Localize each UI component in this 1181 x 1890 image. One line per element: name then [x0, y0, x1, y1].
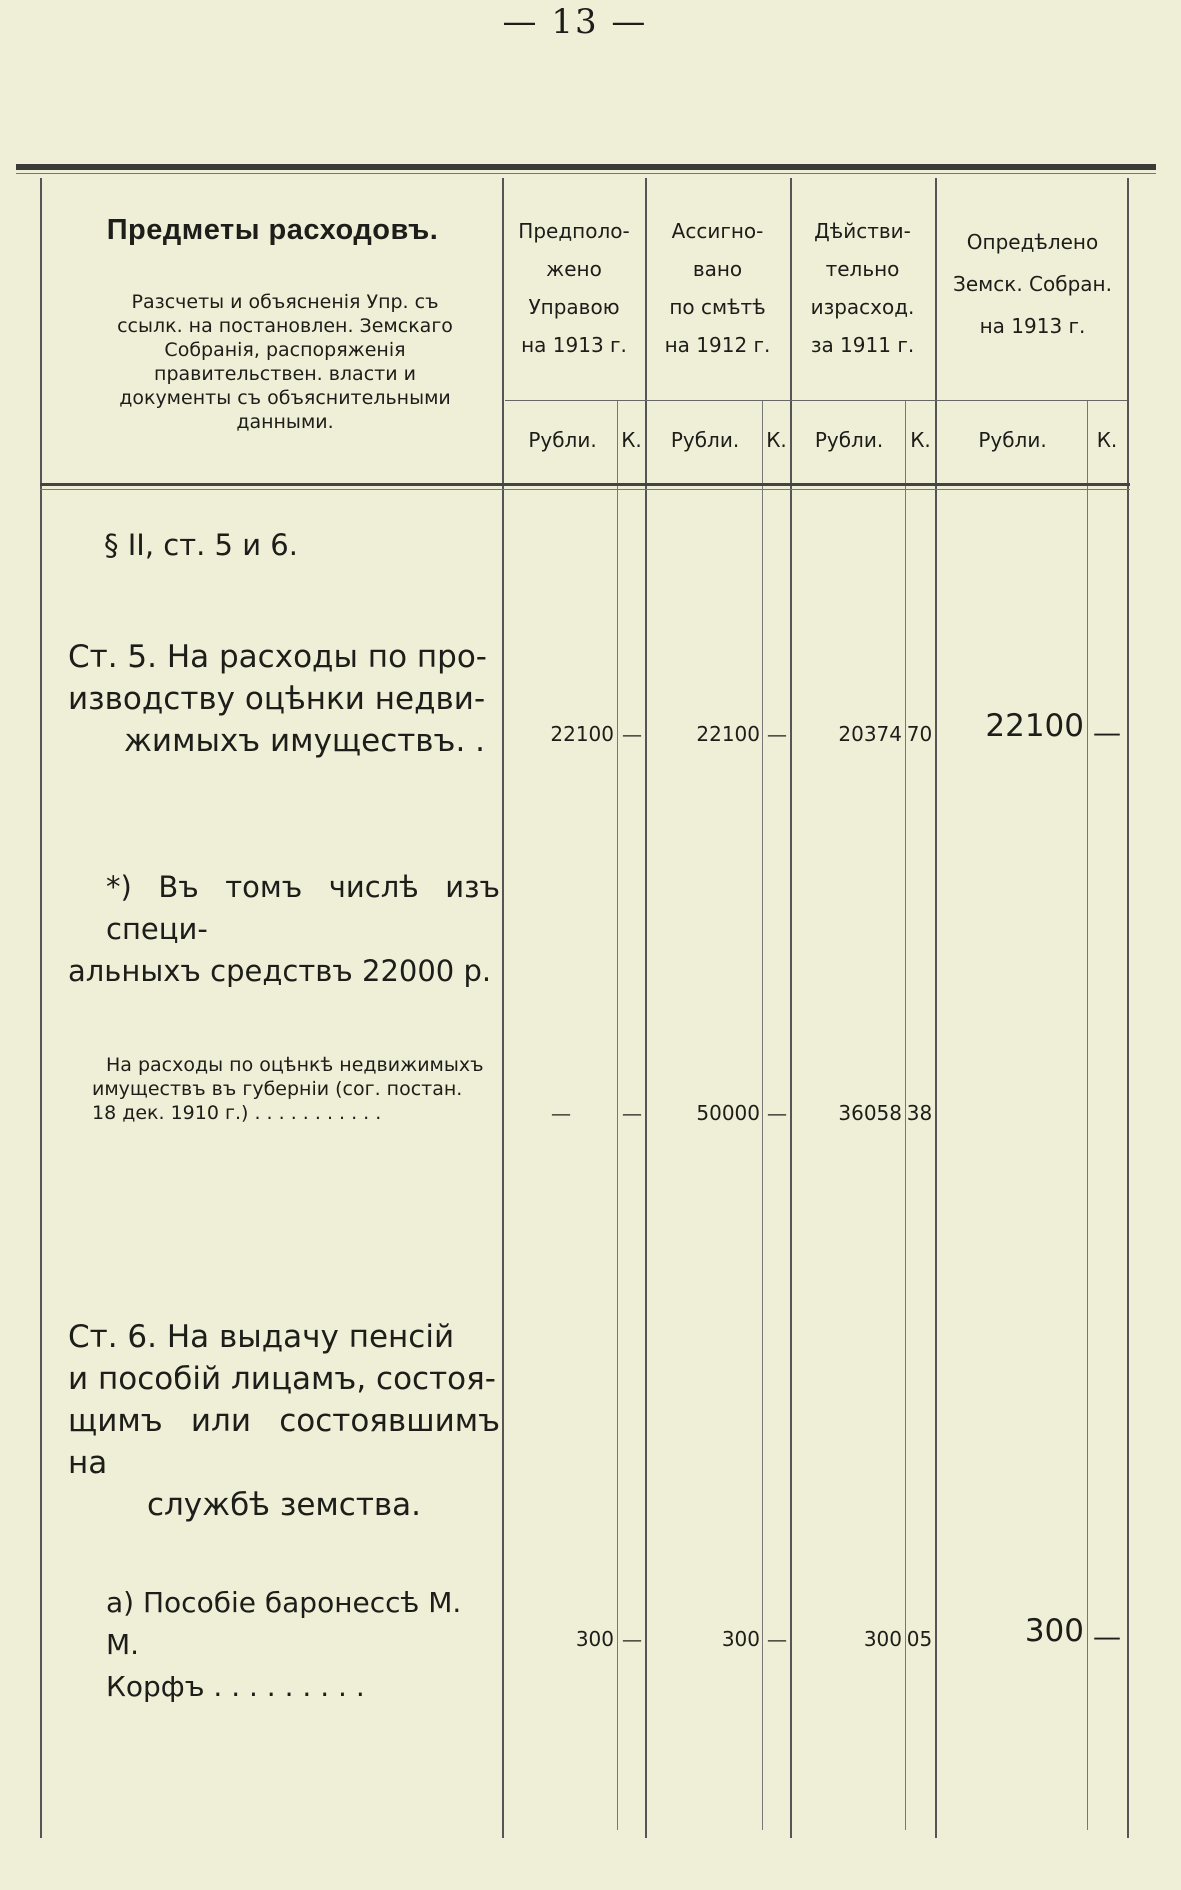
table-title: Предметы расходовъ. [106, 214, 439, 246]
column-line-2 [645, 178, 647, 1838]
unit-kopecks-1: К. [621, 428, 642, 452]
st5-actual-kopecks: 70 [906, 722, 933, 746]
column-header-3: Дѣйстви- тельно израсход. за 1911 г. [810, 219, 915, 357]
header-separator-thin [40, 489, 1130, 490]
item-st5: Ст. 5. На расходы по про- изводству оцѣнки недви- жимыхъ имуществъ. . [68, 639, 487, 759]
item-korf-allowance: а) Пособіе баронессѣ М. М. Корфъ . . . . . . . . . [106, 1586, 462, 1703]
st5-assigned-kopecks: — [767, 722, 787, 746]
table-description: Разсчеты и объясненія Упр. съ ссылк. на постановлен. Земскаго Собранія, распоряженія правительствен. власти и документы съ объяснительными данными. [117, 291, 453, 433]
st5-approved-rubles: 22100 [985, 708, 1084, 744]
korf-approved-kopecks: — [1093, 1620, 1121, 1653]
st5-proposed-kopecks: — [622, 722, 642, 746]
units-separator [505, 400, 1127, 401]
korf-proposed-rubles: 300 [575, 1627, 614, 1651]
unit-rubles-2: Рубли. [670, 428, 740, 452]
page-number: — 13 — [502, 2, 648, 42]
unit-rubles-1: Рубли. [528, 428, 597, 452]
unit-kopecks-3: К. [910, 428, 931, 452]
valuation-assigned-rubles: 50000 [696, 1101, 760, 1125]
header-separator [40, 483, 1130, 486]
valuation-proposed-rubles: — [551, 1101, 571, 1125]
column-header-4: Опредѣлено Земск. Собран. на 1913 г. [953, 230, 1112, 338]
korf-assigned-rubles: 300 [721, 1627, 760, 1651]
column-header-1: Предполо- жено Управою на 1913 г. [518, 219, 630, 357]
valuation-actual-kopecks: 38 [906, 1101, 933, 1125]
valuation-assigned-kopecks: — [767, 1101, 787, 1125]
st5-assigned-rubles: 22100 [696, 722, 760, 746]
korf-actual-rubles: 300 [863, 1627, 902, 1651]
valuation-expenses-item: На расходы по оцѣнкѣ недвижимыхъ имуществъ въ губерніи (сог. постан. 18 дек. 1910 г.) . . . . . . . . . . . [92, 1054, 484, 1124]
column-line-right [1127, 178, 1129, 1838]
column-line-left [40, 178, 42, 1838]
column-header-2: Ассигно- вано по смѣтѣ на 1912 г. [664, 219, 771, 357]
st5-proposed-rubles: 22100 [550, 722, 614, 746]
valuation-proposed-kopecks: — [622, 1101, 642, 1125]
item-st6: Ст. 6. На выдачу пенсій и пособій лицамъ, состоя- щимъ или состоявшимъ на службѣ земства. [68, 1319, 500, 1523]
unit-kopecks-2: К. [766, 428, 787, 452]
korf-actual-kopecks: 05 [906, 1627, 933, 1651]
valuation-actual-rubles: 36058 [838, 1101, 902, 1125]
korf-approved-rubles: 300 [1024, 1613, 1084, 1649]
korf-assigned-kopecks: — [767, 1627, 787, 1651]
top-rule [16, 164, 1156, 170]
unit-rubles-4: Рубли. [978, 428, 1047, 452]
column-line-4 [935, 178, 937, 1838]
unit-kopecks-4: К. [1096, 428, 1118, 452]
column-line-3 [790, 178, 792, 1838]
st5-actual-rubles: 20374 [838, 722, 902, 746]
section-heading: § II, ст. 5 и 6. [104, 528, 298, 562]
top-rule-thin [16, 173, 1156, 174]
special-funds-note: *) Въ томъ числѣ изъ специ- альныхъ средствъ 22000 р. [68, 870, 500, 988]
column-line-1 [502, 178, 504, 1838]
unit-rubles-3: Рубли. [814, 428, 884, 452]
column-kop-line-4 [1087, 400, 1088, 1830]
st5-approved-kopecks: — [1093, 716, 1121, 749]
korf-proposed-kopecks: — [622, 1627, 642, 1651]
